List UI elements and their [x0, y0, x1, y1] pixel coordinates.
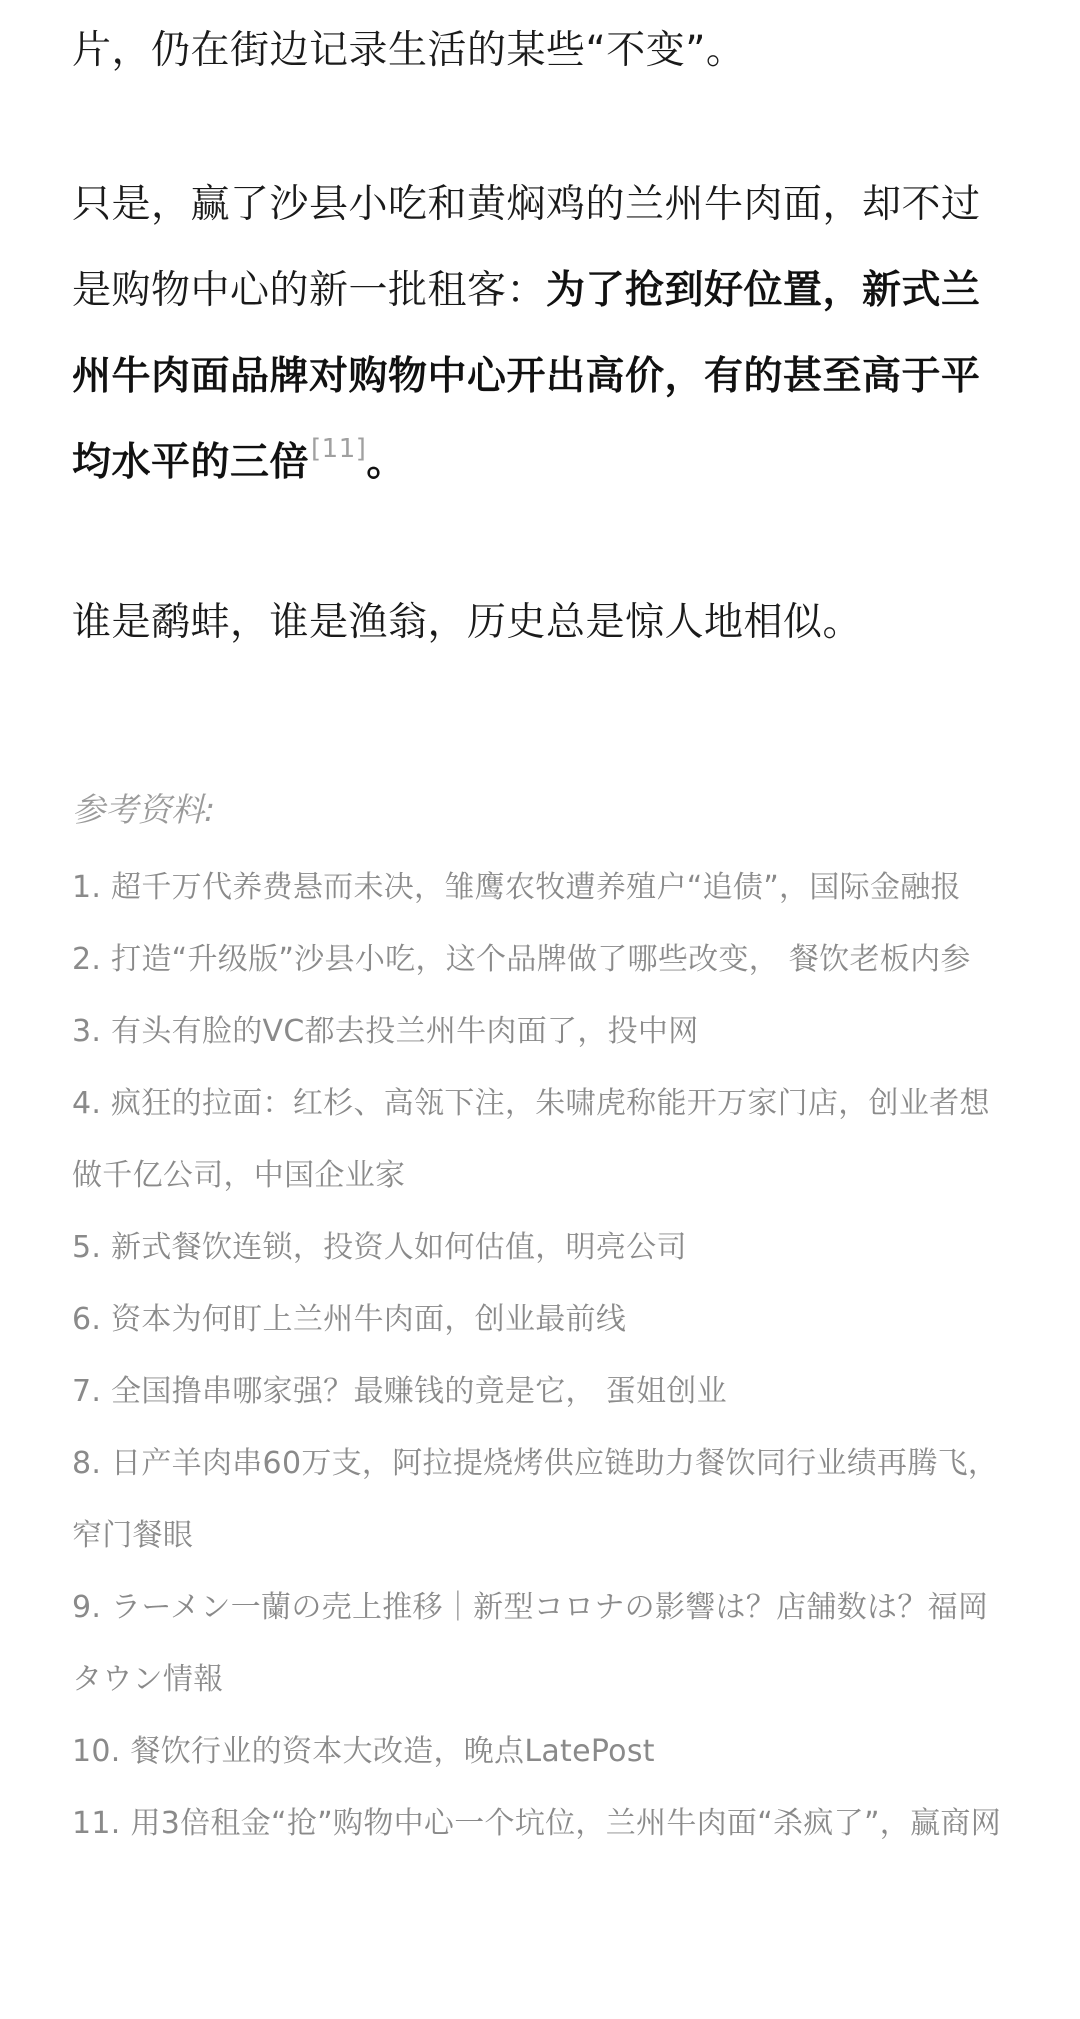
references-section [72, 780, 1008, 1860]
footnote-link-11[interactable]: [11] [311, 434, 367, 464]
paragraph-conclusion [72, 580, 1008, 666]
references-title: 参考资料: [72, 790, 216, 829]
reference-item: 4. 疯狂的拉面：红杉、高瓴下注，朱啸虎称能开万家门店，创业者想做千亿公司，中国企业家 [72, 1086, 990, 1193]
bold-highlight: 为了抢到好位置，新式兰州牛肉面品牌对购物中心开出高价，有的甚至高于平均水平的三倍 [72, 268, 981, 485]
reference-item: 6. 资本为何盯上兰州牛肉面，创业最前线 [72, 1302, 627, 1337]
reference-item: 7. 全国撸串哪家强？最赚钱的竟是它， 蛋姐创业 [72, 1374, 727, 1409]
reference-item: 1. 超千万代养费悬而未决，雏鹰农牧遭养殖户“追债”，国际金融报 [72, 870, 961, 905]
reference-item: 11. 用3倍租金“抢”购物中心一个坑位，兰州牛肉面“杀疯了”，赢商网 [72, 1806, 1001, 1841]
paragraph-text: 谁是鹬蚌，谁是渔翁，历史总是惊人地相似。 [72, 600, 863, 645]
paragraph-end-punct: 。 [366, 440, 406, 485]
reference-item: 9. ラーメン一蘭の売上推移｜新型コロナの影響は？店舗数は？福岡タウン情報 [72, 1590, 989, 1697]
reference-item: 10. 餐饮行业的资本大改造，晚点LatePost [72, 1734, 655, 1769]
paragraph-continued [72, 8, 1008, 94]
paragraph-rental [72, 162, 1008, 506]
reference-item: 8. 日产羊肉串60万支，阿拉提烧烤供应链助力餐饮同行业绩再腾飞，窄门餐眼 [72, 1446, 999, 1553]
paragraph-text: 只是，赢了沙县小吃和黄焖鸡的兰州牛肉面，却不过是购物中心的新一批租客： [72, 182, 981, 313]
reference-item: 3. 有头有脸的VC都去投兰州牛肉面了，投中网 [72, 1014, 699, 1049]
reference-item: 5. 新式餐饮连锁，投资人如何估值，明亮公司 [72, 1230, 687, 1265]
reference-item: 2. 打造“升级版”沙县小吃，这个品牌做了哪些改变， 餐饮老板内参 [72, 942, 971, 977]
paragraph-text: 片，仍在街边记录生活的某些“不变”。 [72, 28, 746, 73]
references-list [72, 852, 1008, 1860]
